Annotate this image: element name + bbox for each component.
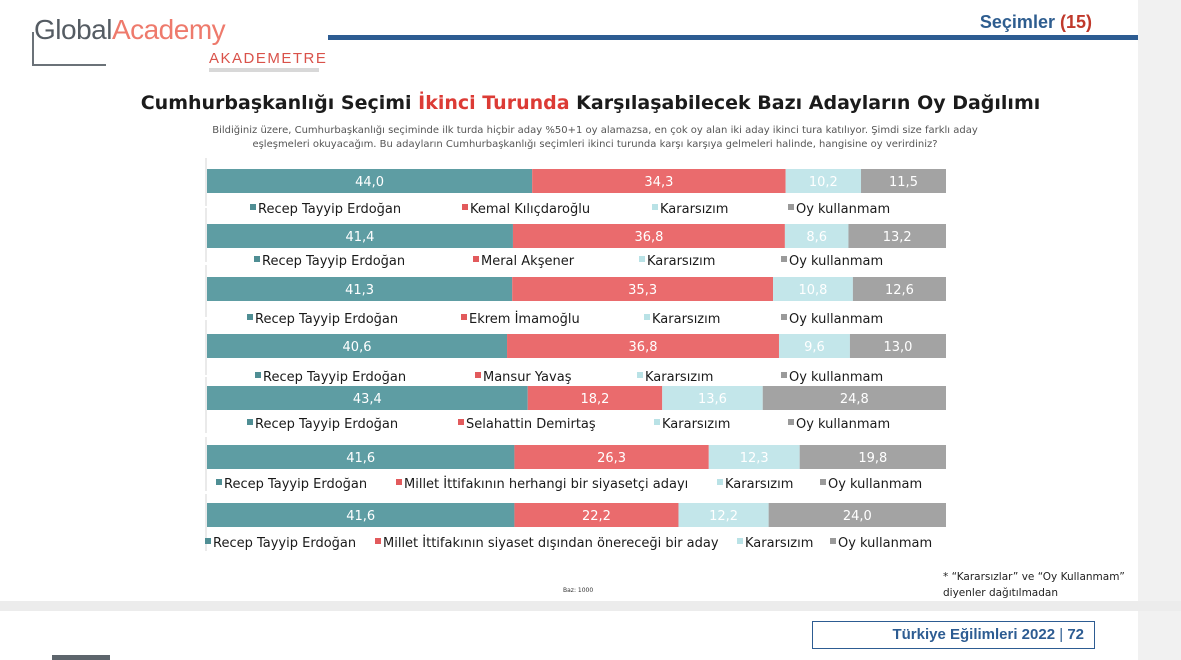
legend-label: Oy kullanmam — [828, 477, 923, 492]
legend-label: Recep Tayyip Erdoğan — [224, 477, 368, 492]
legend-marker — [473, 256, 479, 262]
legend-marker — [781, 314, 787, 320]
legend-marker — [820, 479, 826, 485]
legend-marker — [737, 538, 743, 544]
legend-label: Kararsızım — [660, 202, 729, 217]
data-label: 40,6 — [342, 340, 372, 355]
legend-marker — [475, 372, 481, 378]
title-part2: Karşılaşabilecek Bazı Adayların Oy Dağılımı — [569, 92, 1041, 114]
data-label: 13,0 — [883, 340, 913, 355]
legend-label: Ekrem İmamoğlu — [469, 312, 580, 327]
legend-label: Selahattin Demirtaş — [466, 417, 596, 432]
data-label: 11,5 — [889, 175, 918, 190]
data-label: 41,6 — [346, 509, 376, 524]
legend-label: Millet İttifakının siyaset dışından önereceği bir aday — [383, 536, 719, 551]
data-label: 13,2 — [882, 230, 912, 245]
footer-box — [812, 621, 1095, 649]
data-label: 19,8 — [858, 451, 888, 466]
legend-marker — [216, 479, 222, 485]
legend-label: Millet İttifakının herhangi bir siyasetçi adayı — [404, 477, 689, 492]
legend-marker — [781, 256, 787, 262]
data-label: 34,3 — [644, 175, 674, 190]
data-label: 22,2 — [581, 509, 611, 524]
legend-label: Recep Tayyip Erdoğan — [255, 312, 399, 327]
legend-marker — [781, 372, 787, 378]
legend-label: Recep Tayyip Erdoğan — [262, 254, 406, 269]
data-label: 10,8 — [798, 283, 828, 298]
legend-marker — [654, 419, 660, 425]
legend-label: Oy kullanmam — [789, 312, 884, 327]
legend-label: Recep Tayyip Erdoğan — [258, 202, 402, 217]
legend-marker — [255, 372, 261, 378]
legend-marker — [250, 204, 256, 210]
data-label: 44,0 — [355, 175, 385, 190]
data-label: 12,3 — [739, 451, 769, 466]
legend-marker — [639, 256, 645, 262]
footer-label: Türkiye Eğilimleri 2022 — [892, 626, 1056, 643]
data-label: 8,6 — [806, 230, 828, 245]
legend-label: Oy kullanmam — [796, 417, 891, 432]
data-label: 26,3 — [597, 451, 627, 466]
legend-label: Oy kullanmam — [796, 202, 891, 217]
legend-marker — [458, 419, 464, 425]
legend-label: Meral Akşener — [481, 254, 575, 269]
data-label: 35,3 — [628, 283, 658, 298]
footnote-line1: * “Kararsızlar” ve “Oy Kullanmam” — [943, 571, 1125, 583]
footer-separator: | — [1059, 626, 1064, 643]
data-label: 41,3 — [345, 283, 375, 298]
legend-marker — [375, 538, 381, 544]
logo-academy-text: Academy — [111, 14, 226, 45]
legend-marker — [717, 479, 723, 485]
data-label: 12,2 — [709, 509, 739, 524]
legend-marker — [788, 204, 794, 210]
page-number: 72 — [1067, 626, 1084, 643]
legend-label: Oy kullanmam — [838, 536, 933, 551]
legend-marker — [830, 538, 836, 544]
data-label: 24,0 — [842, 509, 872, 524]
legend-label: Oy kullanmam — [789, 370, 884, 385]
data-label: 18,2 — [580, 392, 610, 407]
legend-marker — [637, 372, 643, 378]
base-note: Baz: 1000 — [563, 587, 594, 594]
data-label: 24,8 — [839, 392, 869, 407]
data-label: 36,8 — [634, 230, 664, 245]
data-label: 36,8 — [628, 340, 658, 355]
legend-marker — [396, 479, 402, 485]
title-part1: Cumhurbaşkanlığı Seçimi — [140, 92, 419, 114]
legend-label: Recep Tayyip Erdoğan — [255, 417, 399, 432]
data-label: 10,2 — [808, 175, 838, 190]
legend-label: Kararsızım — [647, 254, 716, 269]
legend-marker — [254, 256, 260, 262]
bottom-logo-fragment — [52, 655, 110, 660]
legend-label: Kararsızım — [662, 417, 731, 432]
data-label: 9,6 — [804, 340, 825, 355]
data-label: 41,4 — [345, 230, 375, 245]
legend-label: Kararsızım — [652, 312, 721, 327]
legend-marker — [652, 204, 658, 210]
legend-marker — [205, 538, 211, 544]
data-label: 43,4 — [352, 392, 382, 407]
logo-global-text: Global — [34, 14, 112, 45]
data-label: 12,6 — [884, 283, 914, 298]
legend-marker — [247, 314, 253, 320]
footnote-line2: diyenler dağıtılmadan — [943, 587, 1058, 599]
section-title-text: Seçimler — [979, 12, 1055, 32]
legend-marker — [788, 419, 794, 425]
footnote — [943, 569, 1125, 601]
legend-label: Mansur Yavaş — [483, 370, 572, 385]
legend-marker — [461, 314, 467, 320]
bottom-band — [0, 601, 1181, 611]
legend-marker — [644, 314, 650, 320]
legend-label: Recep Tayyip Erdoğan — [213, 536, 357, 551]
legend-label: Kararsızım — [725, 477, 794, 492]
title-highlight: İkinci Turunda — [418, 92, 570, 114]
section-number: (15) — [1059, 12, 1092, 32]
data-label: 13,6 — [697, 392, 727, 407]
legend-label: Kararsızım — [645, 370, 714, 385]
legend-label: Recep Tayyip Erdoğan — [263, 370, 407, 385]
survey-question: Bildiğiniz üzere, Cumhurbaşkanlığı seçiminde ilk turda hiçbir aday %50+1 oy alamazsa, en çok oy alan iki aday ikinci tura katılıyor. Şimdi size farklı aday eşleşmeleri okuyacağım. Bu adayların Cumhurbaşkanlığı seçimleri ikinci turunda karşı karşıya gelmeleri halinde, hangisine oy verirdiniz? — [212, 125, 978, 150]
data-label: 41,6 — [346, 451, 376, 466]
akademetre-logo-text: AKADEMETRE — [209, 50, 328, 67]
legend-label: Oy kullanmam — [789, 254, 884, 269]
legend-marker — [462, 204, 468, 210]
legend-marker — [247, 419, 253, 425]
legend-label: Kemal Kılıçdaroğlu — [470, 202, 591, 217]
legend-label: Kararsızım — [745, 536, 814, 551]
